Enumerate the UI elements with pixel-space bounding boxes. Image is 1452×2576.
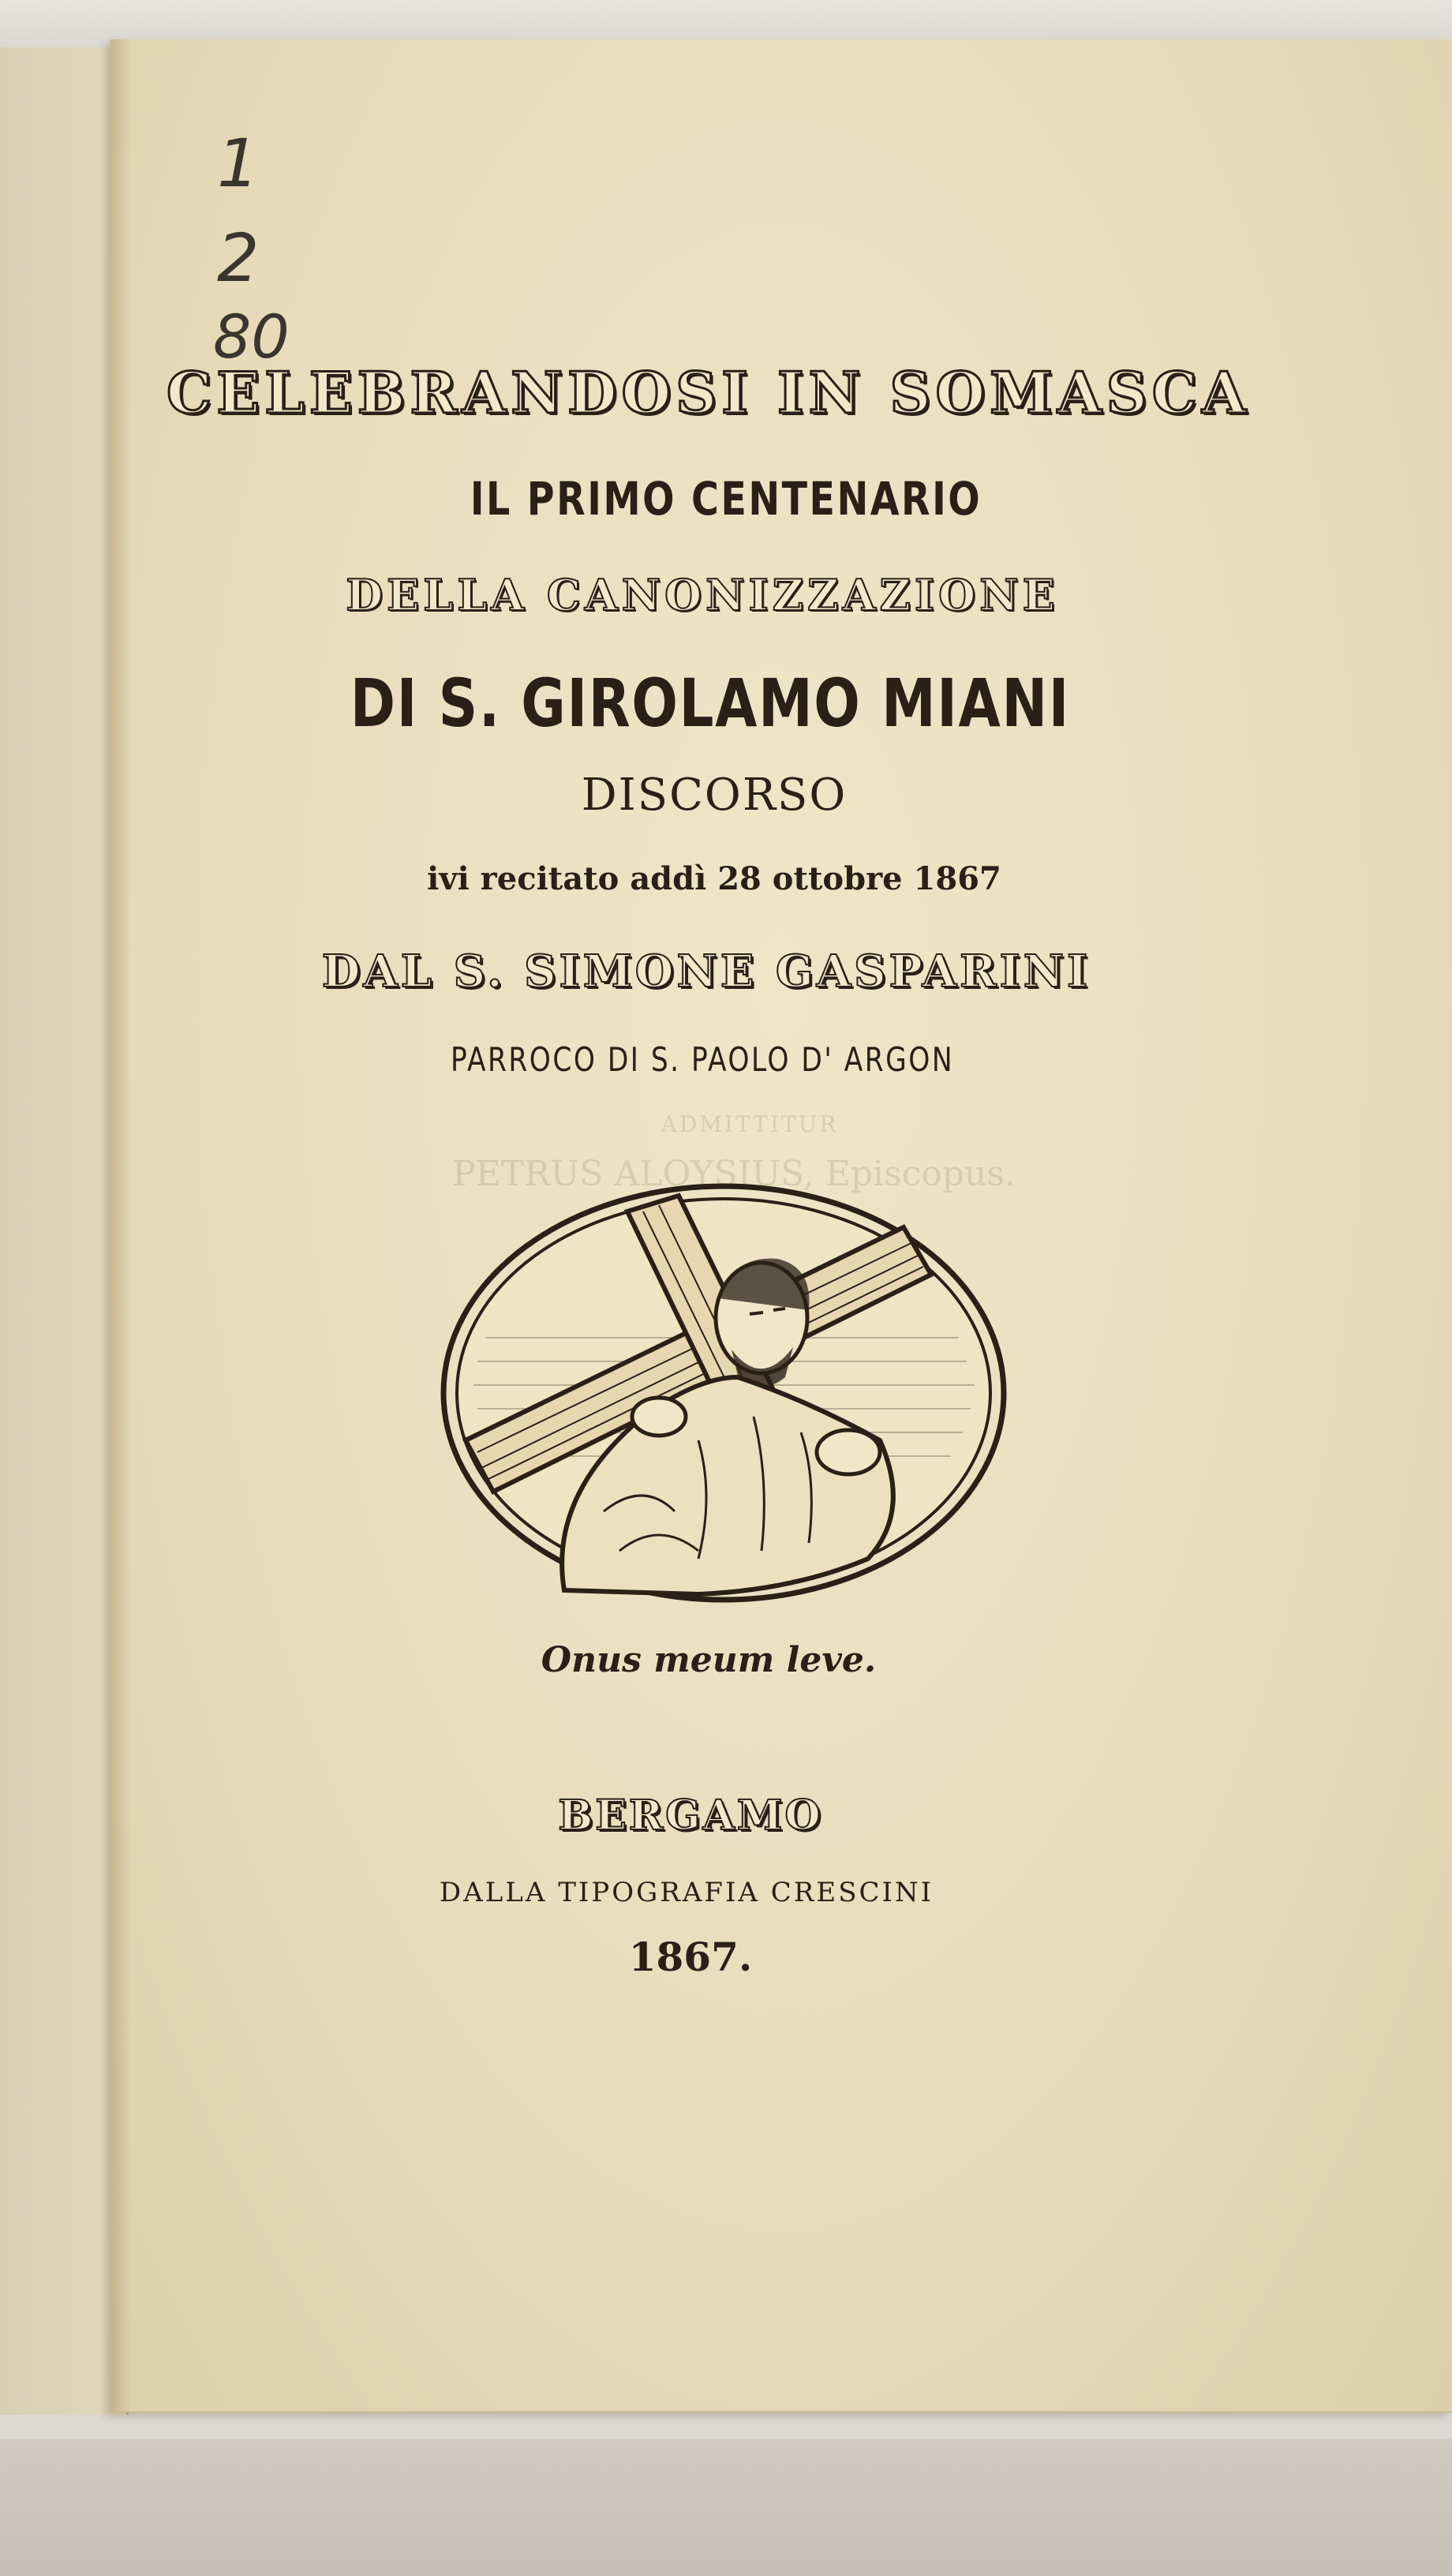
- handwritten-note-2: 2: [217, 219, 260, 297]
- author-line: DAL S. SIMONE GASPARINI: [321, 945, 1091, 998]
- show-through-text-2: PETRUS ALOYSIUS, Episcopus.: [452, 1154, 1016, 1194]
- title-line-1: CELEBRANDOSI IN SOMASCA: [167, 359, 1251, 426]
- work-type: DISCORSO: [581, 769, 848, 821]
- imprint-city: BERGAMO: [558, 1792, 823, 1840]
- title-line-3: DELLA CANONIZZAZIONE: [346, 570, 1059, 620]
- background-bottom: [0, 2439, 1452, 2576]
- handwritten-note-3: 80: [213, 301, 290, 372]
- author-role: PARROCO DI S. PAOLO D' ARGON: [450, 1040, 955, 1079]
- christ-carrying-cross-vignette: [438, 1180, 1010, 1606]
- show-through-text-1: ADMITTITUR: [661, 1111, 839, 1137]
- motto: Onus meum leve.: [541, 1640, 877, 1680]
- title-line-4: DI S. GIROLAMO MIANI: [350, 665, 1071, 742]
- title-line-2: IL PRIMO CENTENARIO: [470, 472, 982, 526]
- imprint-printer: DALLA TIPOGRAFIA CRESCINI: [439, 1877, 934, 1908]
- recital-note: ivi recitato addì 28 ottobre 1867: [427, 860, 1001, 897]
- handwritten-note-1: 1: [217, 125, 260, 202]
- imprint-year: 1867.: [628, 1934, 753, 1980]
